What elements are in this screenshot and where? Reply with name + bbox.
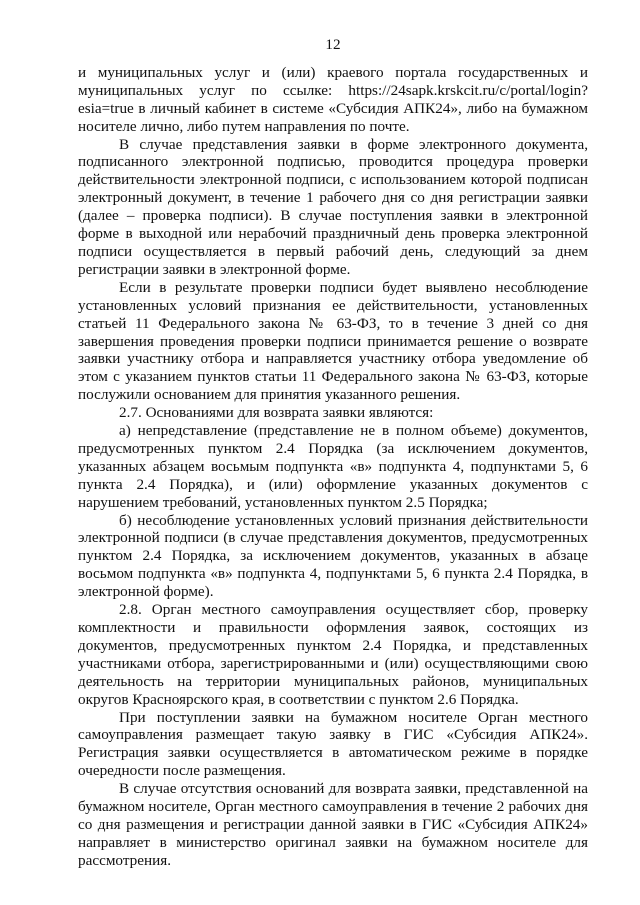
paragraph-signature-check: В случае представления заявки в форме электронного документа, подписанного электронной подписью, проводится процедура проверки действительности электронной подписи, с использованием которой подписан электронный документ, в течение 1 рабочего дня со дня регистрации заявки (далее – проверка подписи). В случае поступления заявки в электронной форме в выходной или нерабочий праздничный день проверка электронной подписи осуществляется в первый рабочий день, следующий за днем регистрации заявки в электронной форме.: [78, 135, 588, 278]
paragraph-2-7-b: б) несоблюдение установленных условий признания действительности электронной подписи (в случае представления документов, предусмотренных пунктом 2.4 Порядка, за исключением документов, указанных в абзаце восьмом подпункта «в» подпункта 4, подпунктами 5, 6 пункта 2.4 Порядка, в электронной форме).: [78, 511, 588, 601]
paragraph-no-return-grounds: В случае отсутствия оснований для возврата заявки, представленной на бумажном носителе, Орган местного самоуправления в течение 2 рабочих дня со дня размещения и регистрации данной заявки в ГИС «Субсидия АПК24» направляет в министерство оригинал заявки на бумажном носителе для рассмотрения.: [78, 780, 588, 869]
paragraph-paper-submission: При поступлении заявки на бумажном носителе Орган местного самоуправления размещает такую заявку в ГИС «Субсидия АПК24». Регистрация заявки осуществляется в автоматическом режиме в порядке очередности после размещения.: [78, 708, 588, 780]
page-number: 12: [325, 36, 341, 53]
paragraph-2-7-heading: 2.7. Основаниями для возврата заявки являются:: [119, 404, 434, 422]
paragraph-portal-link: и муниципальных услуг и (или) краевого портала государственных и муниципальных услуг по ссылке: https://24sapk.krskcit.ru/c/portal/login?esia=true в личный кабинет в системе «Субсидия АПК24», либо на бумажном носителе лично, либо путем направления по почте.: [78, 63, 588, 135]
paragraph-2-8: 2.8. Орган местного самоуправления осуществляет сбор, проверку комплектности и правильности оформления заявок, состоящих из документов, предусмотренных пунктом 2.4 Порядка, и представленных участниками отбора, зарегистрированными и (или) осуществляющими свою деятельность на территории муниципальных районов, муниципальных округов Красноярского края, в соответствии с пунктом 2.6 Порядка.: [78, 601, 588, 708]
paragraph-signature-violation: Если в результате проверки подписи будет выявлено несоблюдение установленных условий признания ее действительности, установленных статьей 11 Федерального закона № 63-ФЗ, то в течение 3 дней со дня завершения проведения проверки подписи принимается решение о возврате заявки участнику отбора и направляется участнику отбора уведомление об этом с указанием пунктов статьи 11 Федерального закона № 63-ФЗ, которые послужили основанием для принятия указанного решения.: [78, 278, 588, 404]
paragraph-2-7-a: а) непредставление (представление не в полном объеме) документов, предусмотренных пунктом 2.4 Порядка (за исключением документов, указанных абзацем восьмым подпункта «в» подпункта 4, подпунктами 5, 6 пункта 2.4 Порядка), и (или) оформление указанных документов с нарушением требований, установленных пунктом 2.5 Порядка;: [78, 422, 588, 511]
